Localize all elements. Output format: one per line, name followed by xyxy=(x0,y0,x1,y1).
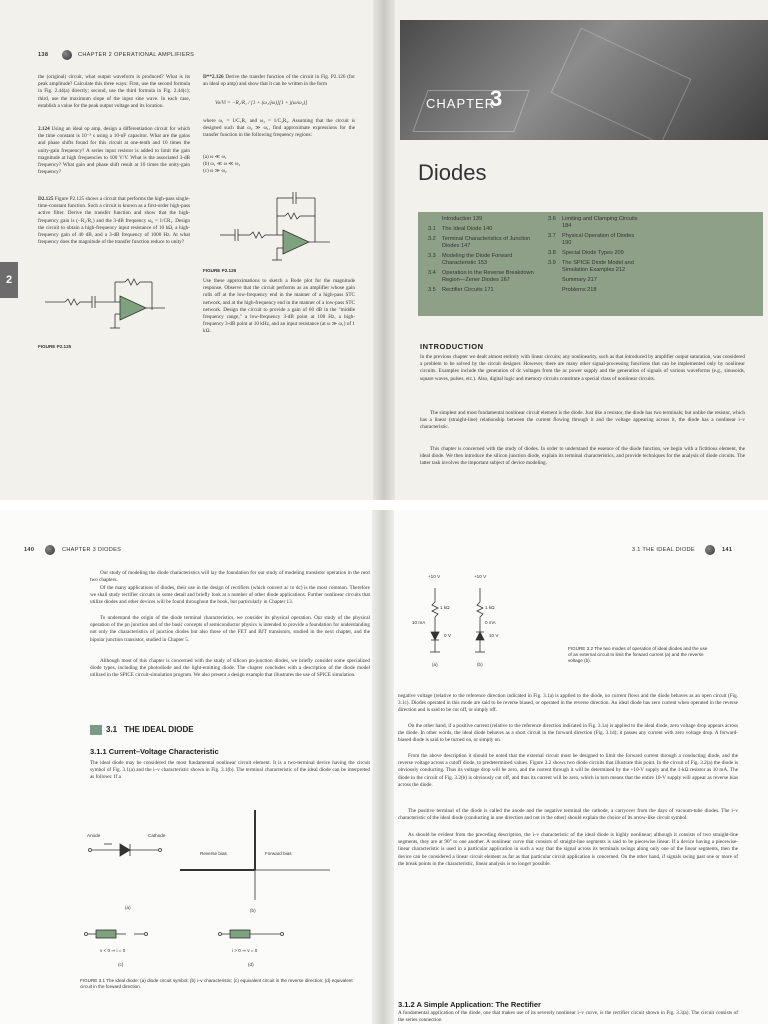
problem-text: Figure P2.125 shows a circuit that performs the high-pass single-time-constant function. Such a circuit is known as a first-order high-pass active filter. Derive the transfer function and show that the high-frequency gain is (−R₂/R₁) and the 3-dB frequency ω₀ = 1/CR₁. Design the circuit to obtain a high-frequency input resistance of 10 kΩ, a high-frequency gain of 40 dB, and a 3-dB frequency of 1000 Hz. At what frequency does the magnitude of the transfer function reduce to unity? xyxy=(38,196,190,246)
chapter-number: 3 xyxy=(490,86,503,111)
toc-item: 3.5 Rectifier Circuits 171 xyxy=(428,287,494,293)
body-paragraph: The positive terminal of the diode is called the anode and the negative terminal the cathode, a carryover from the days of vacuum-tube diodes. The i–v characteristic of the ideal diode (conducting in one direction and not in the other) should explain the choice of its arrow-like circuit symbol. xyxy=(398,808,738,822)
top-spread xyxy=(0,0,768,500)
page-number: 140 xyxy=(24,547,35,553)
figure-p2-126-circuit xyxy=(215,180,365,265)
figure-part-label: (c) xyxy=(118,962,124,967)
body-paragraph: As should be evident from the preceding description, the i–v characteristic of the ideal diode is highly nonlinear; although it consists of two straight-line segments, they are at 90° to one another. A nonlinear curve that consists of straight-line segments is said to be piecewise linear. If a device having a piecewise-linear characteristic is used in a particular application in such a way that the signal across its terminals swings along only one of the linear segments, then the device can be considered a linear circuit element as far as that particular circuit application is concerned. On the other hand, if signals swing past one or more of the break points in the characteristic, linear analysis is no longer possible. xyxy=(398,832,738,867)
freq-region-b: (b) ω₁ ≪ ω ≪ ω₂ xyxy=(203,161,241,167)
figure-part-label: (a) xyxy=(125,905,131,910)
body-paragraph: Although most of this chapter is concerned with the study of silicon pn-junction diodes, we briefly consider some specialized diode types, including the photodiode and the light-emitting diode. The chapter concludes with a description of the diode model utilized in the SPICE circuit-simulation program. We also present a design example that illustrates the use of SPICE simulation. xyxy=(90,658,370,679)
chapter-dot-icon xyxy=(62,50,72,60)
figure-part-label: (b) xyxy=(477,662,483,667)
problem-number: 2.124 xyxy=(38,126,50,132)
running-head: CHAPTER 2 OPERATIONAL AMPLIFIERS xyxy=(78,52,195,58)
toc-item: 3.3 Modeling the Diode Forward Characteristic 153 xyxy=(428,253,513,266)
toc-item: Introduction 139 xyxy=(442,216,483,222)
figure-label: FIGURE P2.126 xyxy=(203,268,237,273)
running-head: 3.1 THE IDEAL DIODE xyxy=(632,547,695,553)
figure-part-label: (a) xyxy=(432,662,438,667)
toc-item: Problems 218 xyxy=(562,287,597,293)
diode-voltage: 0 V xyxy=(444,633,451,638)
chapter-banner xyxy=(400,20,768,140)
page-gutter xyxy=(373,0,395,500)
page-gutter xyxy=(372,510,394,1024)
figure-p2-125-circuit xyxy=(40,270,190,340)
toc-item: Summary 217 xyxy=(562,277,597,283)
supply-voltage: +10 V xyxy=(428,574,441,579)
figure-3-1-diagrams xyxy=(80,800,375,1000)
problem-text: Using an ideal op amp, design a differentiation circuit for which the time constant is 10⁻³ s using a 10-nF capacitor. What are the gains and phase shifts found for this circuit at one-tenth and 10 times the unity-gain frequency? A series input resistor is added to limit the gain magnitude at high frequencies to 100 V/V. What is the associated 3-dB frequency? What gain and phase shift result at 10 times the unity-gain frequency? xyxy=(38,126,191,176)
chapter-dot-icon xyxy=(45,545,55,555)
body-paragraph: Of the many applications of diodes, their use in the design of rectifiers (which convert ac to dc) is the most common. Therefore we shall study rectifier circuits in some detail and briefly look at a number of other diode applications. Further nonlinear circuits that utilize diodes and other devices will be found throughout the book, but particularly in Chapter 13. xyxy=(90,585,370,606)
body-paragraph: A fundamental application of the diode, one that makes use of its severely nonlinear i–v curve, is the rectifier circuit shown in Fig. 3.3(a). The circuit consists of the series connection xyxy=(398,1010,738,1024)
toc-item: 3.9 The SPICE Diode Model and Simulation Examples 212 xyxy=(548,260,634,273)
resistor-value: 1 kΩ xyxy=(485,605,495,610)
running-head: CHAPTER 3 DIODES xyxy=(62,547,122,553)
transfer-function-formula: Vo/Vi = −R₂/R₁ / [1 + (ω₁/jω)][1 + j(ω/ω₂)] xyxy=(215,100,308,106)
figure-caption: FIGURE 3.1 The ideal diode: (a) diode circuit symbol; (b) i–v characteristic; (c) equivalent circuit in the reverse direction; (d) equivalent circuit in the forward direction. xyxy=(80,978,353,989)
problem-number: D2.125 xyxy=(38,196,54,202)
toc-item: 3.6 Limiting and Clamping Circuits 184 xyxy=(548,216,638,229)
section-marker-icon xyxy=(90,725,102,735)
body-paragraph: Our study of modeling the diode characteristics will lay the foundation for our study of modeling transistor operation in the next two chapters. xyxy=(90,570,370,584)
supply-voltage: +10 V xyxy=(474,574,487,579)
intro-heading: INTRODUCTION xyxy=(420,342,484,351)
figure-part-label: (d) xyxy=(248,962,254,967)
freq-region-c: (c) ω ≫ ω₂ xyxy=(203,168,227,174)
toc-item: 3.2 Terminal Characteristics of Junction Diodes 147 xyxy=(428,236,531,249)
freq-region-a: (a) ω ≪ ω₁ xyxy=(203,154,227,160)
condition-c: v < 0 ⇒ i = 0 xyxy=(100,948,126,953)
figure-caption: FIGURE 3.2 The two modes of operation of ideal diodes and the use of an external circuit to limit the forward current (a) and the reverse voltage (b). xyxy=(568,646,708,663)
toc-column-right xyxy=(548,216,668,294)
body-paragraph: On the other hand, if a positive current (relative to the reference direction indicated in Fig. 3.1a) is applied to the ideal diode, zero voltage drop appears across the diode. In other words, the ideal diode behaves as a short circuit in the forward direction (Fig. 3.1d); it passes any current with zero voltage drop. A forward-biased diode is said to be turned on, or simply on. xyxy=(398,723,738,744)
chapter-dot-icon xyxy=(705,545,715,555)
current-value: 10 mA xyxy=(412,620,426,625)
chapter-title: Diodes xyxy=(418,160,487,185)
forward-bias-label: Forward bias xyxy=(265,851,292,856)
reverse-bias-label: Reverse bias xyxy=(200,851,227,856)
toc-item: 3.1 The Ideal Diode 140 xyxy=(428,226,493,232)
problem-intro-text: the (original) circuit, what output waveform is produced? What is its peak amplitude? Calculate this three ways: First, use the second formula in Fig. 2.44(a) directly; second, use the third formula in Fig. 2.44(c); third, use the maximum slope of the input sine wave. In each case, establish a value for the peak output voltage and its location. xyxy=(38,74,190,109)
problem-where-text: where ω₁ = 1/C₁R₁ and ω₂ = 1/C₂R₂. Assuming that the circuit is designed such that ω₂ ≫ ω₁, find approximate expressions for the transfer function in the following frequency regions: xyxy=(203,118,355,139)
chapter-label: CHAPTER xyxy=(426,96,496,111)
section-number: 3.1 xyxy=(106,725,118,734)
problem-2-126-tail: Use these approximations to sketch a Bode plot for the magnitude response. Observe that the circuit performs as an amplifier whose gain rolls off at the low-frequency end in the manner of a high-pass STC network, and at the high-frequency end in the manner of a low-pass STC network. Design the circuit to provide a gain of 60 dB in the "middle frequency range," a low-frequency 3-dB point at 100 Hz, a high-frequency 3-dB point at 10 kHz, and an input resistance (at ω ≫ ω₁) of 1 kΩ. xyxy=(203,278,355,335)
body-paragraph: The ideal diode may be considered the most fundamental nonlinear circuit element. It is a two-terminal device having the circuit symbol of Fig. 3.1(a) and the i–v characteristic shown in Fig. 3.1(b). The terminal characteristic of the ideal diode can be interpreted as follows: If a xyxy=(90,760,370,781)
page-number: 141 xyxy=(722,547,733,553)
figure-part-label: (b) xyxy=(250,908,256,913)
body-paragraph: From the above description it should be noted that the external circuit must be designed to limit the forward current through a conducting diode, and the reverse voltage across a cutoff diode, to predetermined values. Figure 3.2 shows two diode circuits that illustrate this point. In the circuit of Fig. 3.2(a) the diode is obviously conducting. Thus its voltage drop will be zero, and the current through it will be determined by the +10-V supply and the 1-kΩ resistor as 10 mA. The diode in the circuit of Fig. 3.2(b) is obviously cut off, and thus its current will be zero, which in turn means that the entire 10-V supply will appear as reverse bias across the diode. xyxy=(398,753,738,788)
problem-2-126 xyxy=(203,74,355,88)
chapter-side-tab: 2 xyxy=(0,262,18,298)
intro-paragraph: The simplest and most fundamental nonlinear circuit element is the diode. Just like a resistor, the diode has two terminals; but unlike the resistor, which has a linear (straight-line) relationship between the current flowing through it and the voltage appearing across it, the diode has a nonlinear i–v characteristic. xyxy=(420,410,745,431)
bottom-spread xyxy=(0,510,768,1024)
intro-paragraph: In the previous chapter we dealt almost entirely with linear circuits; any nonlinearity, such as that introduced by amplifier output saturation, was considered a problem to be solved by the circuit designer. However, there are many other signal-processing functions that can be implemented only by nonlinear circuits. Examples include the generation of dc voltages from the ac power supply and the generation of signals of various waveforms (e.g., sinusoids, square waves, pulses, etc.). Also, digital logic and memory circuits constitute a special class of nonlinear circuits. xyxy=(420,354,745,382)
page-number: 138 xyxy=(38,52,49,58)
subsection-title: 3.1.2 A Simple Application: The Rectifier xyxy=(398,1000,541,1009)
anode-label: Anode xyxy=(87,833,101,838)
problem-2-124 xyxy=(38,126,190,176)
problem-text: Derive the transfer function of the circuit in Fig. P2.126 (for an ideal op amp) and show that it can be written in the form xyxy=(203,74,356,88)
toc-item: 3.4 Operation in the Reverse Breakdown Region—Zener Diodes 167 xyxy=(428,270,534,283)
body-paragraph: negative voltage (relative to the reference direction indicated in Fig. 3.1a) is applied to the diode, no current flows and the diode behaves as an open circuit (Fig. 3.1c). Diodes operated in this mode are said to be reverse biased, or operated in the reverse direction. An ideal diode has zero current when operated in the reverse direction and is said to be cut off, or simply off. xyxy=(398,693,738,714)
problem-2-125 xyxy=(38,196,190,246)
intro-paragraph: This chapter is concerned with the study of diodes. In order to understand the essence of the diode function, we begin with a fictitious element, the ideal diode. We then introduce the silicon junction diode, explain its terminal characteristics, and provide techniques for the analysis of diode circuits. The latter task involves the important subject of device modeling. xyxy=(420,446,745,467)
banner-decoration xyxy=(551,28,692,145)
cathode-label: Cathode xyxy=(148,833,166,838)
body-paragraph: To understand the origin of the diode terminal characteristics, we consider its physical operation. Our study of the physical operation of the pn junction and of the basic concepts of semiconductor physics is intended to provide a foundation for understanding not only the characteristics of junction diodes but also those of the FET and BJT transistors, studied in the next chapter, and the bipolar junction transistor, studied in Chapter 5. xyxy=(90,615,370,643)
toc-item: 3.8 Special Diode Types 209 xyxy=(548,250,624,256)
toc-item: 3.7 Physical Operation of Diodes 190 xyxy=(548,233,635,246)
section-title: THE IDEAL DIODE xyxy=(124,725,194,734)
problem-number: D**2.126 xyxy=(203,74,224,80)
figure-label: FIGURE P2.125 xyxy=(38,344,72,349)
figure-3-2-circuits xyxy=(420,580,520,670)
resistor-value: 1 kΩ xyxy=(440,605,450,610)
subsection-title: 3.1.1 Current–Voltage Characteristic xyxy=(90,747,219,756)
spread-divider xyxy=(0,500,768,510)
condition-d: i > 0 ⇒ v = 0 xyxy=(232,948,258,953)
current-value: 0 mA xyxy=(485,620,496,625)
diode-voltage: 10 V xyxy=(489,633,499,638)
